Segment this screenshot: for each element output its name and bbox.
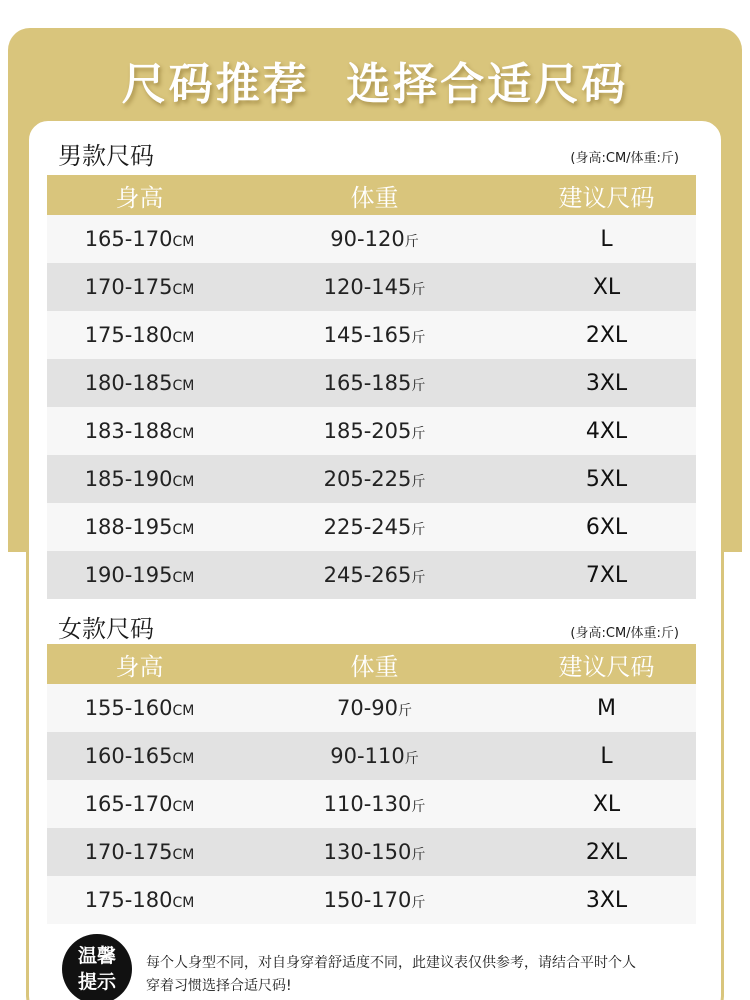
- header-size: 建议尺码: [558, 183, 655, 212]
- weight-value: 225-245: [323, 514, 412, 539]
- weight-unit: 斤: [411, 377, 426, 394]
- size-value: 4XL: [585, 418, 628, 444]
- table-row: [47, 551, 696, 599]
- size-cell: [517, 696, 696, 721]
- size-cell: [517, 515, 696, 540]
- weight-cell: [232, 563, 517, 588]
- size-cell: [517, 323, 696, 348]
- height-value: 165-170: [84, 791, 173, 816]
- tip-badge-line2: 提示: [77, 971, 116, 993]
- height-cell: [47, 371, 232, 396]
- height-value: 185-190: [84, 466, 173, 491]
- page-title: 尺码推荐 选择合适尺码: [121, 59, 629, 110]
- size-value: 7XL: [585, 562, 628, 588]
- size-value: 6XL: [585, 514, 628, 540]
- height-unit: CM: [172, 569, 195, 586]
- weight-value: 70-90: [336, 695, 399, 720]
- tip-badge: [62, 934, 132, 1000]
- women-table-body: [47, 684, 696, 924]
- height-unit: CM: [172, 750, 195, 767]
- height-cell: [47, 467, 232, 492]
- weight-value: 245-265: [323, 562, 412, 587]
- men-size-table: [47, 175, 696, 599]
- table-row: [47, 359, 696, 407]
- size-cell: [517, 467, 696, 492]
- weight-unit: 斤: [404, 750, 419, 767]
- weight-unit: 斤: [411, 846, 426, 863]
- tip-text-line2: 穿着习惯选择合适尺码!: [146, 978, 292, 994]
- men-table-header: [47, 175, 696, 215]
- size-cell: [517, 275, 696, 300]
- table-row: [47, 876, 696, 924]
- header-height: 身高: [115, 652, 164, 681]
- height-unit: CM: [172, 702, 195, 719]
- size-value: XL: [592, 274, 621, 300]
- weight-unit: 斤: [411, 894, 426, 911]
- size-value: M: [597, 695, 616, 721]
- header-height: 身高: [115, 183, 164, 212]
- weight-unit: 斤: [411, 329, 426, 346]
- height-unit: CM: [172, 894, 195, 911]
- size-value: 2XL: [585, 322, 628, 348]
- table-row: [47, 407, 696, 455]
- weight-cell: [232, 744, 517, 769]
- height-unit: CM: [172, 473, 195, 490]
- women-table-header: [47, 644, 696, 684]
- weight-value: 130-150: [323, 839, 412, 864]
- height-cell: [47, 323, 232, 348]
- height-value: 170-175: [84, 274, 173, 299]
- height-cell: [47, 227, 232, 252]
- weight-cell: [232, 840, 517, 865]
- table-row: [47, 215, 696, 263]
- tip-text-line1: 每个人身型不同，对自身穿着舒适度不同，此建议表仅供参考，请结合平时个人: [146, 955, 636, 971]
- header-weight: 体重: [350, 183, 399, 212]
- weight-unit: 斤: [411, 473, 426, 490]
- size-value: 3XL: [585, 887, 628, 913]
- height-unit: CM: [172, 521, 195, 538]
- weight-cell: [232, 275, 517, 300]
- height-cell: [47, 888, 232, 913]
- height-unit: CM: [172, 329, 195, 346]
- table-row: [47, 503, 696, 551]
- weight-value: 110-130: [323, 791, 412, 816]
- height-unit: CM: [172, 281, 195, 298]
- size-cell: [517, 227, 696, 252]
- table-row: [47, 263, 696, 311]
- weight-unit: 斤: [411, 281, 426, 298]
- size-value: L: [600, 743, 613, 769]
- weight-value: 165-185: [323, 370, 412, 395]
- height-value: 155-160: [84, 695, 173, 720]
- height-cell: [47, 792, 232, 817]
- weight-value: 90-110: [330, 743, 405, 768]
- size-value: 2XL: [585, 839, 628, 865]
- height-value: 175-180: [84, 322, 173, 347]
- weight-cell: [232, 419, 517, 444]
- weight-unit: 斤: [398, 702, 413, 719]
- tip-text: [146, 952, 686, 998]
- weight-value: 150-170: [323, 887, 412, 912]
- size-cell: [517, 371, 696, 396]
- weight-unit: 斤: [411, 569, 426, 586]
- height-unit: CM: [172, 377, 195, 394]
- weight-cell: [232, 371, 517, 396]
- table-row: [47, 828, 696, 876]
- height-value: 175-180: [84, 887, 173, 912]
- size-value: 3XL: [585, 370, 628, 396]
- size-cell: [517, 840, 696, 865]
- header-size: 建议尺码: [558, 652, 655, 681]
- height-cell: [47, 744, 232, 769]
- men-table-body: [47, 215, 696, 599]
- height-cell: [47, 840, 232, 865]
- height-value: 188-195: [84, 514, 173, 539]
- weight-cell: [232, 515, 517, 540]
- table-row: [47, 455, 696, 503]
- table-row: [47, 780, 696, 828]
- size-value: XL: [592, 791, 621, 817]
- tip-badge-line1: 温馨: [77, 945, 116, 967]
- weight-value: 120-145: [323, 274, 412, 299]
- height-unit: CM: [172, 425, 195, 442]
- size-cell: [517, 419, 696, 444]
- weight-unit: 斤: [411, 521, 426, 538]
- men-section-title: 男款尺码: [58, 142, 154, 170]
- weight-cell: [232, 792, 517, 817]
- height-value: 160-165: [84, 743, 173, 768]
- women-section-title: 女款尺码: [58, 615, 154, 643]
- height-unit: CM: [172, 846, 195, 863]
- weight-unit: 斤: [411, 425, 426, 442]
- size-value: L: [600, 226, 613, 252]
- height-value: 190-195: [84, 562, 173, 587]
- weight-value: 185-205: [323, 418, 412, 443]
- women-unit-note: (身高:CM/体重:斤): [570, 626, 679, 641]
- size-cell: [517, 792, 696, 817]
- height-cell: [47, 515, 232, 540]
- height-unit: CM: [172, 233, 195, 250]
- height-value: 165-170: [84, 226, 173, 251]
- table-row: [47, 311, 696, 359]
- weight-value: 90-120: [330, 226, 405, 251]
- size-value: 5XL: [585, 466, 628, 492]
- weight-cell: [232, 227, 517, 252]
- height-value: 183-188: [84, 418, 173, 443]
- weight-value: 205-225: [323, 466, 412, 491]
- weight-unit: 斤: [411, 798, 426, 815]
- height-cell: [47, 563, 232, 588]
- men-unit-note: (身高:CM/体重:斤): [570, 151, 679, 166]
- height-value: 170-175: [84, 839, 173, 864]
- weight-cell: [232, 888, 517, 913]
- weight-value: 145-165: [323, 322, 412, 347]
- weight-cell: [232, 467, 517, 492]
- size-cell: [517, 888, 696, 913]
- weight-unit: 斤: [404, 233, 419, 250]
- weight-cell: [232, 696, 517, 721]
- height-unit: CM: [172, 798, 195, 815]
- header-weight: 体重: [350, 652, 399, 681]
- height-cell: [47, 275, 232, 300]
- size-cell: [517, 563, 696, 588]
- size-cell: [517, 744, 696, 769]
- height-value: 180-185: [84, 370, 173, 395]
- height-cell: [47, 419, 232, 444]
- weight-cell: [232, 323, 517, 348]
- women-size-table: [47, 644, 696, 924]
- height-cell: [47, 696, 232, 721]
- table-row: [47, 732, 696, 780]
- table-row: [47, 684, 696, 732]
